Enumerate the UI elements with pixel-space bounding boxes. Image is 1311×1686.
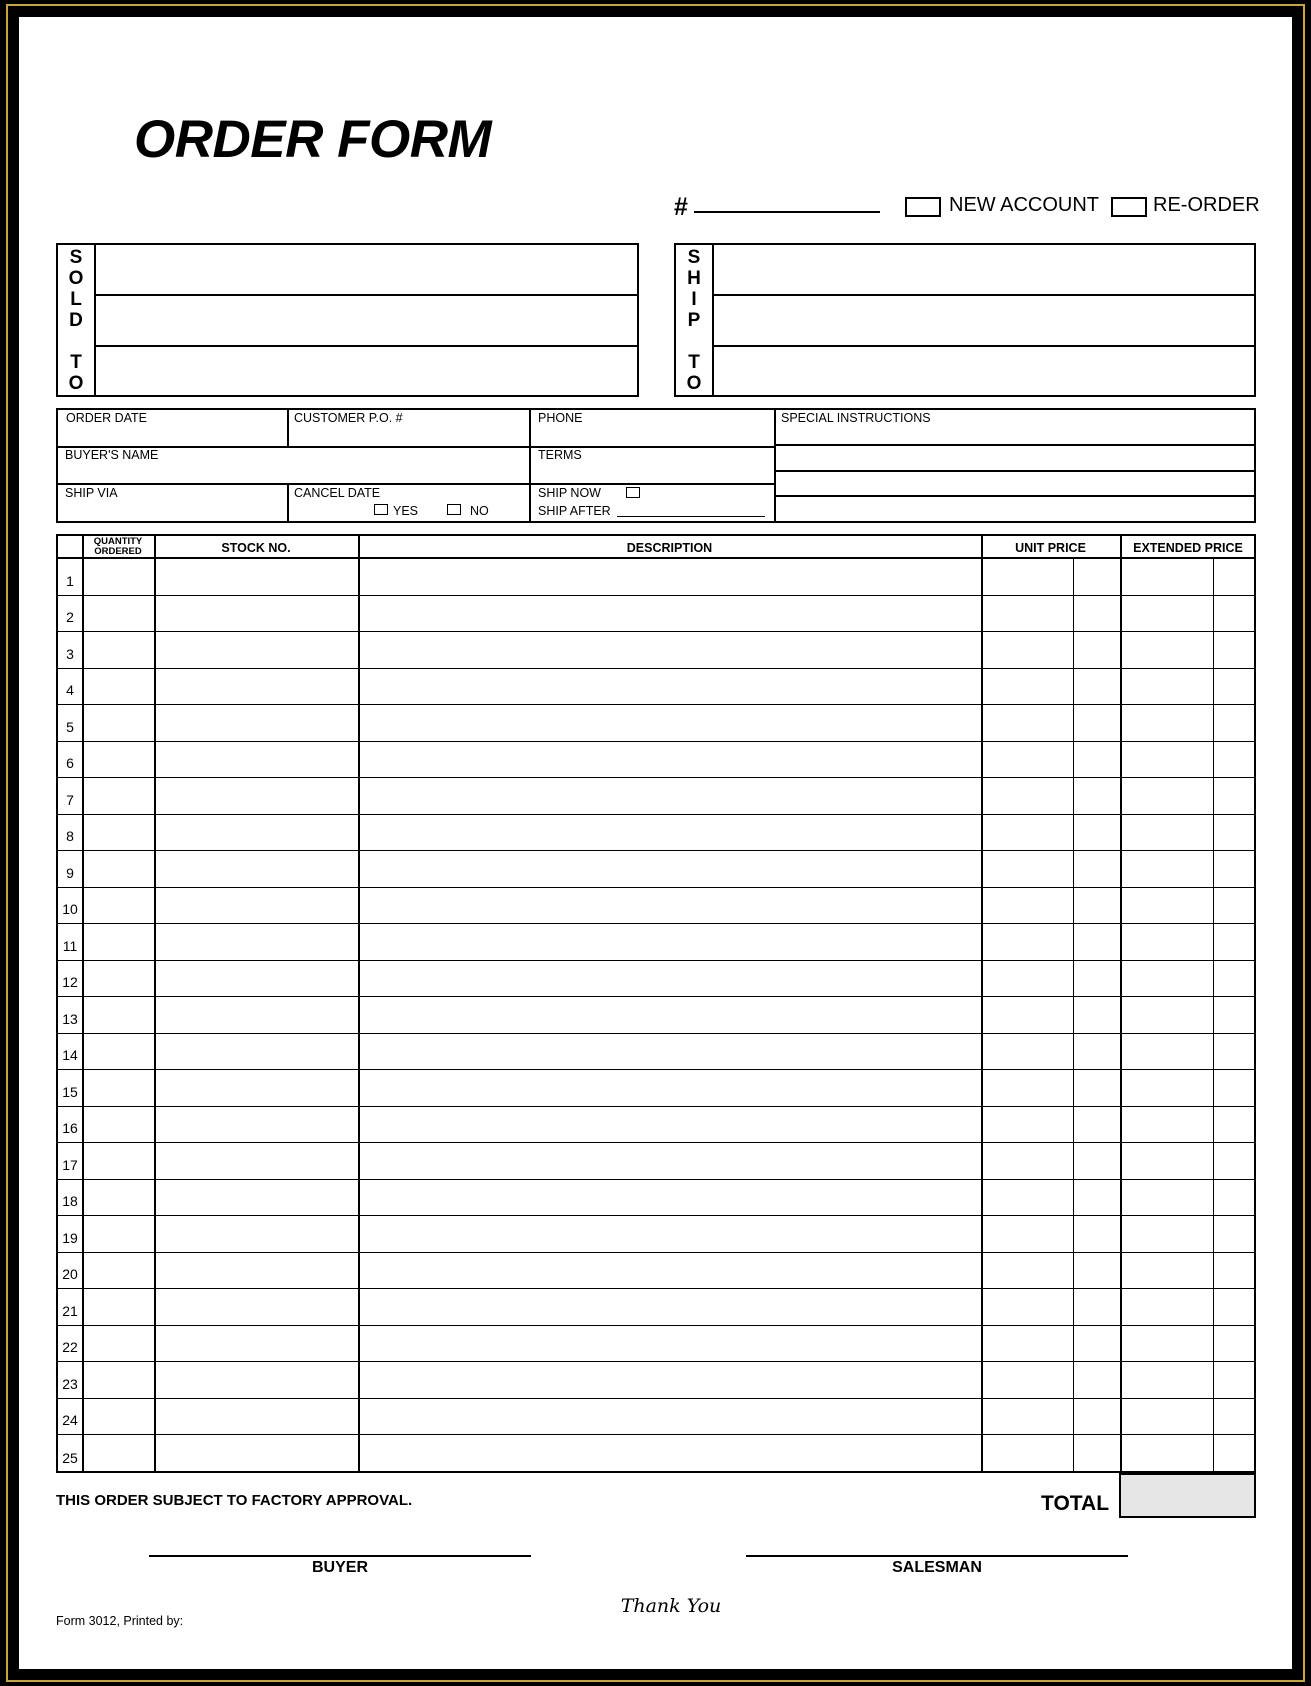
row-number: 7: [66, 791, 74, 808]
ship-to-line-2[interactable]: [714, 345, 1254, 347]
buyer-signature-line[interactable]: [149, 1555, 531, 1557]
re-order-label: RE-ORDER: [1153, 194, 1260, 216]
table-row[interactable]: [58, 705, 1254, 742]
order-info-grid: [56, 408, 1256, 523]
row-number: 13: [62, 1010, 78, 1027]
row-number: 22: [62, 1339, 78, 1355]
table-row[interactable]: [58, 742, 1254, 779]
row-number: 9: [66, 864, 74, 881]
new-account-label: NEW ACCOUNT: [949, 194, 1099, 216]
salesman-label: SALESMAN: [892, 1559, 982, 1576]
form-title: ORDER FORM: [134, 110, 492, 169]
ship-now-checkbox[interactable]: [626, 487, 640, 498]
sold-to-label: S O L D T O: [58, 245, 96, 395]
table-row[interactable]: [58, 997, 1254, 1034]
table-row[interactable]: [58, 632, 1254, 669]
ship-now-label: SHIP NOW: [538, 486, 601, 500]
table-row[interactable]: [58, 559, 1254, 596]
row-number: 14: [62, 1047, 78, 1063]
row-number: 8: [66, 828, 74, 844]
table-row[interactable]: [58, 1399, 1254, 1436]
new-account-checkbox[interactable]: [905, 197, 941, 217]
account-number-field[interactable]: [694, 211, 880, 213]
quantity-ordered-header: QUANTITY ORDERED: [93, 536, 143, 557]
sold-to-line-2[interactable]: [96, 345, 637, 347]
table-row[interactable]: [58, 669, 1254, 706]
sold-to-box: [56, 243, 639, 397]
row-number: 4: [66, 682, 74, 698]
cancel-yes-label: YES: [393, 504, 419, 518]
table-body: [58, 559, 1254, 1471]
row-number: 10: [62, 901, 78, 917]
table-row[interactable]: [58, 1180, 1254, 1217]
table-row[interactable]: [58, 1143, 1254, 1180]
row-number: 6: [66, 755, 74, 771]
cancel-no-checkbox[interactable]: [447, 504, 461, 515]
row-number: 1: [66, 572, 74, 589]
table-row[interactable]: [58, 1435, 1254, 1472]
total-label: TOTAL: [1041, 1492, 1110, 1515]
order-date-label: ORDER DATE: [66, 411, 148, 425]
row-number: 20: [62, 1266, 78, 1282]
table-row[interactable]: [58, 924, 1254, 961]
table-row[interactable]: [58, 961, 1254, 998]
table-row[interactable]: [58, 1034, 1254, 1071]
account-number-label: #: [674, 193, 688, 221]
factory-approval-note: THIS ORDER SUBJECT TO FACTORY APPROVAL.: [56, 1492, 413, 1509]
table-row[interactable]: [58, 1253, 1254, 1290]
table-row[interactable]: [58, 1107, 1254, 1144]
ship-to-box: [674, 243, 1256, 397]
terms-label: TERMS: [538, 448, 582, 462]
cancel-yes-checkbox[interactable]: [374, 504, 388, 515]
row-number: 12: [62, 974, 78, 990]
buyers-name-label: BUYER'S NAME: [65, 448, 159, 462]
cancel-date-label: CANCEL DATE: [294, 486, 381, 500]
row-number: 11: [62, 937, 78, 954]
unit-price-header: UNIT PRICE: [1015, 541, 1086, 555]
table-row[interactable]: [58, 851, 1254, 888]
sold-to-line-1[interactable]: [96, 294, 637, 296]
table-row[interactable]: [58, 1216, 1254, 1253]
row-number: 2: [66, 609, 74, 625]
row-number: 16: [62, 1120, 78, 1136]
order-form-page: [19, 17, 1292, 1669]
stock-no-header: STOCK NO.: [221, 541, 291, 555]
form-number: Form 3012, Printed by:: [56, 1614, 184, 1628]
row-number: 19: [62, 1229, 78, 1246]
row-number: 18: [62, 1193, 78, 1209]
row-number: 24: [62, 1412, 78, 1428]
row-number: 23: [62, 1375, 78, 1392]
cancel-no-label: NO: [470, 504, 489, 518]
table-row[interactable]: [58, 596, 1254, 633]
table-row[interactable]: [58, 1289, 1254, 1326]
row-number: 17: [62, 1156, 78, 1173]
row-number: 25: [62, 1449, 78, 1466]
row-number: 15: [62, 1083, 78, 1100]
ship-to-label: S H I P T O: [676, 245, 714, 395]
description-header: DESCRIPTION: [626, 541, 713, 555]
table-header: [58, 536, 1254, 559]
ship-after-label: SHIP AFTER: [538, 504, 611, 518]
table-row[interactable]: [58, 1362, 1254, 1399]
ship-via-label: SHIP VIA: [65, 486, 118, 500]
table-row[interactable]: [58, 1070, 1254, 1107]
thank-you-text: Thank You: [620, 1595, 722, 1617]
total-field[interactable]: [1119, 1473, 1256, 1518]
extended-price-header: EXTENDED PRICE: [1133, 541, 1243, 555]
phone-label: PHONE: [538, 411, 583, 425]
buyer-label: BUYER: [311, 1559, 368, 1576]
line-items-table: [56, 534, 1256, 1473]
row-number: 21: [62, 1302, 78, 1319]
row-number: 5: [66, 718, 74, 735]
table-row[interactable]: [58, 778, 1254, 815]
ship-to-line-1[interactable]: [714, 294, 1254, 296]
ship-after-field[interactable]: [617, 516, 765, 517]
customer-po-label: CUSTOMER P.O. #: [294, 411, 403, 425]
table-row[interactable]: [58, 815, 1254, 852]
re-order-checkbox[interactable]: [1111, 197, 1147, 217]
table-row[interactable]: [58, 1326, 1254, 1363]
row-number: 3: [66, 645, 74, 662]
salesman-signature-line[interactable]: [746, 1555, 1128, 1557]
table-row[interactable]: [58, 888, 1254, 925]
special-instructions-label: SPECIAL INSTRUCTIONS: [781, 411, 931, 425]
